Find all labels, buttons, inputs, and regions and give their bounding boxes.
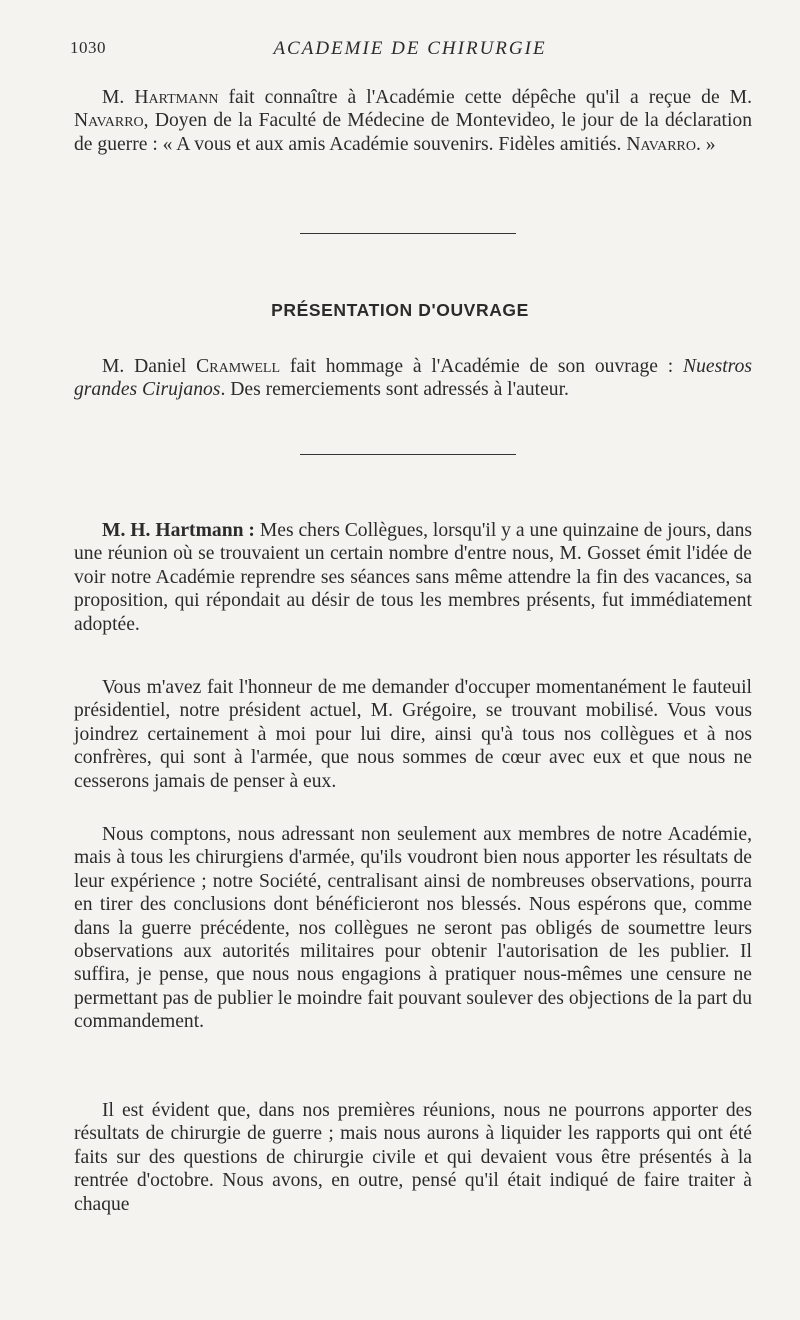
paragraph-text: fait connaître à l'Académie cette dépêche qu'il a reçue de M. [218,87,753,108]
paragraph-text: M. Daniel [102,356,197,377]
speech-paragraph: Nous comptons, nous adressant non seulement aux membres de notre Académie, mais à tous les chirurgiens d'armée, qu'ils voudront bien nous apporter les résultats de leur expérience ; notre Société, centralisant ainsi de nombreuses observations, pourra en tirer des conclusions dont bénéficieront nos blessés. Nous espérons que, comme dans la guerre précédente, nos collègues ne seront pas obligés de soumettre leurs observations aux autorités militaires pour obtenir l'autorisation de les publier. Il suffira, je pense, que nous nous engagions à pratiquer nous-mêmes une censure ne permettant pas de publier le moindre fait pouvant soulever des objections de la part du commandement. [74,824,752,1033]
author-name: Navarro [74,110,144,132]
section-divider [300,454,516,455]
speech-paragraph [74,519,752,636]
section-title: PRÉSENTATION D'OUVRAGE [271,300,529,320]
speech-paragraph: Vous m'avez fait l'honneur de me demander d'occuper momentanément le fauteuil présidentiel, notre président actuel, M. Grégoire, se trouvant mobilisé. Vous vous joindrez certainement à moi pour lui dire, ainsi qu'à tous nos collègues et à nos confrères, qui sont à l'armée, que nous sommes de cœur avec eux et que nous ne cesserons jamais de penser à eux. [74,677,752,792]
speaker-name: M. H. Hartmann : [102,520,255,541]
dispatch-paragraph [74,86,752,156]
paragraph-text: , Doyen de la Faculté de Médecine de Montevideo, le jour de la déclaration de guerre : « A vous et aux amis Académie souvenirs. Fidèles amitiés. [74,110,752,155]
paragraph-text: fait hommage à l'Académie de son ouvrage : [280,356,684,377]
paragraph-text: . Des remerciements sont adressés à l'auteur. [220,379,569,401]
page-number: 1030 [70,38,106,57]
running-title: ACADEMIE DE CHIRURGIE [273,38,547,59]
speech-paragraph: Il est évident que, dans nos premières réunions, nous ne pourrons apporter des résultats de chirurgie de guerre ; mais nous aurons à liquider les rapports qui ont été faits sur des questions de chirurgie civile et qui devaient vous être présentés à la rentrée d'octobre. Nous avons, en outre, pensé qu'il était indiqué de faire traiter à chaque [74,1100,752,1215]
paragraph-text: . » [696,133,716,155]
author-name: M. Hartmann [102,87,219,108]
page-header [70,38,750,68]
presentation-paragraph [74,355,752,402]
paragraph-text: Mes chers Collègues, lorsqu'il y a une quinzaine de jours, dans une réunion où se trouvaient un certain nombre d'entre nous, M. Gosset émit l'idée de voir notre Académie reprendre ses séances sans même attendre la fin des vacances, sa proposition, qui répondait au désir de tous les membres présents, fut immédiatement adoptée. [74,520,753,635]
book-title: Nuestros grandes Cirujanos [74,356,752,401]
author-name: Navarro [626,133,696,155]
section-divider [300,233,516,234]
author-name: Cramwell [196,356,281,377]
